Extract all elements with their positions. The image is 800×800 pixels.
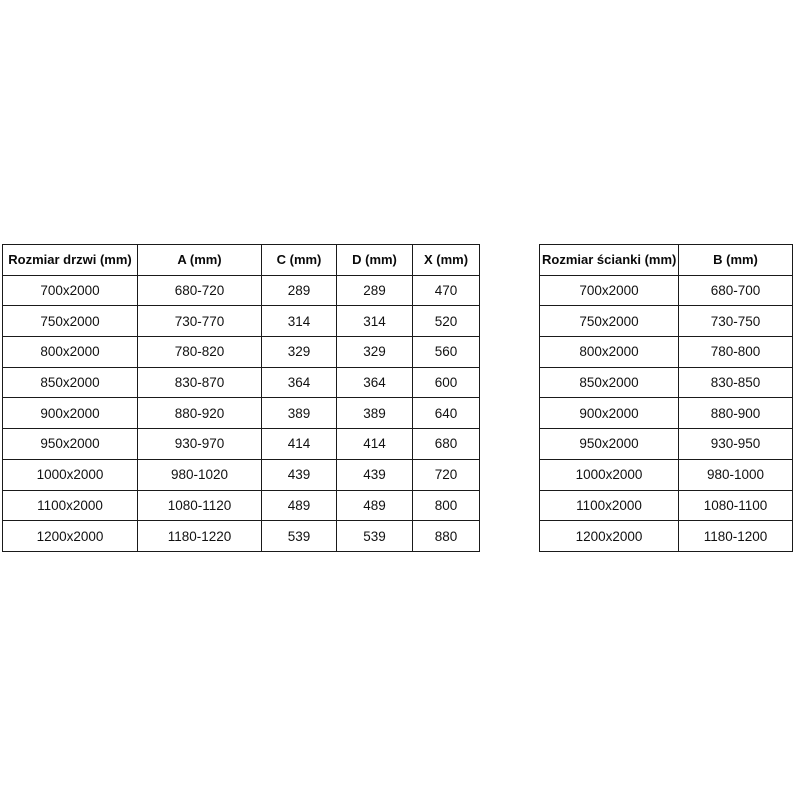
table-row xyxy=(3,398,480,429)
table-row xyxy=(3,275,480,306)
table-cell: 750x2000 xyxy=(540,306,679,337)
table-cell: 470 xyxy=(413,275,480,306)
table-cell: 680-700 xyxy=(679,275,793,306)
table-cell: 489 xyxy=(262,490,337,521)
table-cell: 880-920 xyxy=(138,398,262,429)
table-cell: 880-900 xyxy=(679,398,793,429)
table-cell: 489 xyxy=(337,490,413,521)
table-row xyxy=(540,275,793,306)
table-cell: 980-1020 xyxy=(138,459,262,490)
table-row xyxy=(3,521,480,552)
table-cell: 539 xyxy=(262,521,337,552)
table-row xyxy=(540,398,793,429)
table-cell: 289 xyxy=(262,275,337,306)
table-row xyxy=(3,459,480,490)
table-cell: 520 xyxy=(413,306,480,337)
table-cell: 560 xyxy=(413,337,480,368)
table-cell: 780-820 xyxy=(138,337,262,368)
table-cell: 730-750 xyxy=(679,306,793,337)
table-row xyxy=(3,429,480,460)
table-cell: 1200x2000 xyxy=(540,521,679,552)
table-row xyxy=(540,367,793,398)
table-cell: 539 xyxy=(337,521,413,552)
table-cell: 680 xyxy=(413,429,480,460)
table-cell: 700x2000 xyxy=(3,275,138,306)
table-row xyxy=(540,490,793,521)
table-cell: 1100x2000 xyxy=(540,490,679,521)
table-cell: 329 xyxy=(337,337,413,368)
column-header: B (mm) xyxy=(679,245,793,276)
table-cell: 680-720 xyxy=(138,275,262,306)
table-cell: 950x2000 xyxy=(540,429,679,460)
table-cell: 800 xyxy=(413,490,480,521)
column-header: X (mm) xyxy=(413,245,480,276)
table-cell: 600 xyxy=(413,367,480,398)
table-row xyxy=(540,337,793,368)
table-cell: 800x2000 xyxy=(540,337,679,368)
table-cell: 364 xyxy=(262,367,337,398)
table-cell: 1200x2000 xyxy=(3,521,138,552)
table-row xyxy=(540,459,793,490)
table-row xyxy=(3,367,480,398)
table-cell: 850x2000 xyxy=(540,367,679,398)
table-row xyxy=(3,490,480,521)
table-cell: 780-800 xyxy=(679,337,793,368)
table-cell: 414 xyxy=(337,429,413,460)
table-cell: 720 xyxy=(413,459,480,490)
table-cell: 1000x2000 xyxy=(3,459,138,490)
column-header: C (mm) xyxy=(262,245,337,276)
table-cell: 1080-1100 xyxy=(679,490,793,521)
table-row xyxy=(540,521,793,552)
table-cell: 314 xyxy=(262,306,337,337)
table-cell: 830-850 xyxy=(679,367,793,398)
table-cell: 750x2000 xyxy=(3,306,138,337)
table-cell: 314 xyxy=(337,306,413,337)
table-header-row xyxy=(3,245,480,276)
table-cell: 364 xyxy=(337,367,413,398)
table-cell: 730-770 xyxy=(138,306,262,337)
column-header: A (mm) xyxy=(138,245,262,276)
table-cell: 930-950 xyxy=(679,429,793,460)
table-cell: 900x2000 xyxy=(3,398,138,429)
table-cell: 389 xyxy=(262,398,337,429)
table-header-row xyxy=(540,245,793,276)
table-row xyxy=(3,306,480,337)
table-row xyxy=(3,337,480,368)
table-cell: 439 xyxy=(337,459,413,490)
table-cell: 1080-1120 xyxy=(138,490,262,521)
table-cell: 850x2000 xyxy=(3,367,138,398)
column-header: Rozmiar drzwi (mm) xyxy=(3,245,138,276)
table-cell: 1180-1220 xyxy=(138,521,262,552)
table-row xyxy=(540,429,793,460)
table-cell: 800x2000 xyxy=(3,337,138,368)
table-cell: 700x2000 xyxy=(540,275,679,306)
table-cell: 439 xyxy=(262,459,337,490)
table-cell: 950x2000 xyxy=(3,429,138,460)
table-cell: 830-870 xyxy=(138,367,262,398)
wall-sizes-table xyxy=(539,244,793,552)
table-cell: 1000x2000 xyxy=(540,459,679,490)
column-header: D (mm) xyxy=(337,245,413,276)
door-sizes-table xyxy=(2,244,480,552)
table-cell: 1100x2000 xyxy=(3,490,138,521)
table-row xyxy=(540,306,793,337)
table-cell: 930-970 xyxy=(138,429,262,460)
table-cell: 289 xyxy=(337,275,413,306)
table-cell: 414 xyxy=(262,429,337,460)
table-cell: 880 xyxy=(413,521,480,552)
table-cell: 980-1000 xyxy=(679,459,793,490)
table-cell: 640 xyxy=(413,398,480,429)
table-cell: 389 xyxy=(337,398,413,429)
table-cell: 329 xyxy=(262,337,337,368)
table-cell: 1180-1200 xyxy=(679,521,793,552)
table-cell: 900x2000 xyxy=(540,398,679,429)
column-header: Rozmiar ścianki (mm) xyxy=(540,245,679,276)
